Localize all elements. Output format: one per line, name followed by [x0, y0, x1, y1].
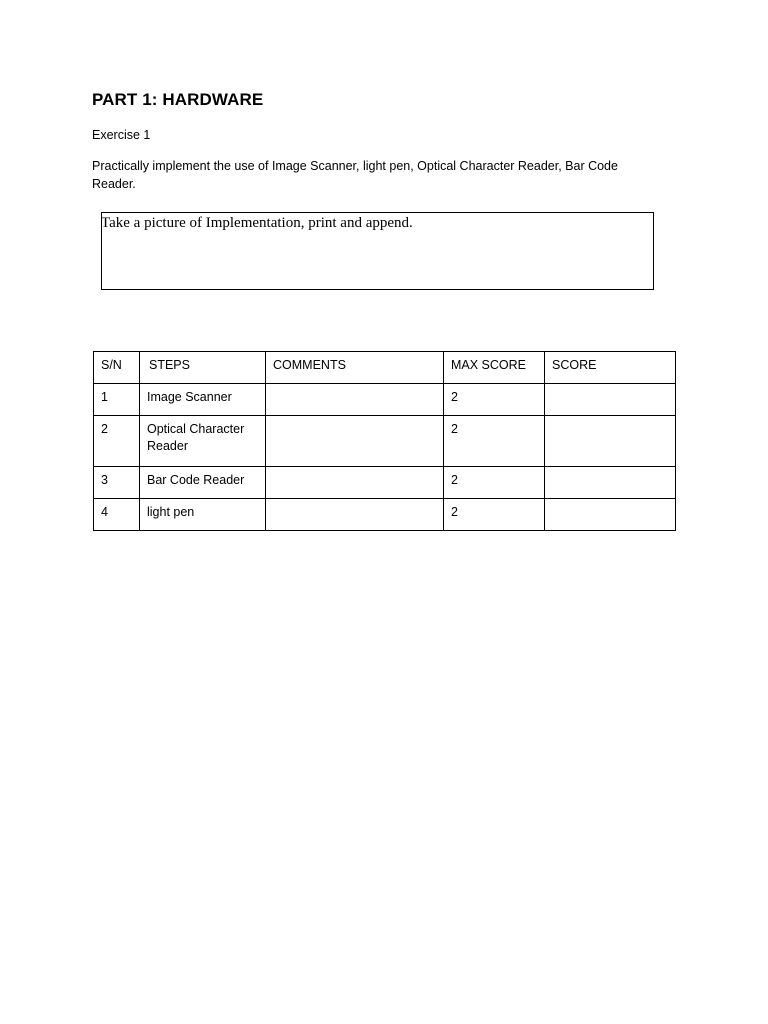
cell-comments [266, 467, 444, 499]
cell-steps: Optical Character Reader [140, 416, 266, 467]
exercise-label: Exercise 1 [92, 128, 151, 142]
cell-comments [266, 499, 444, 531]
page-heading: PART 1: HARDWARE [92, 90, 264, 109]
table-row [94, 467, 676, 499]
cell-steps: Image Scanner [140, 384, 266, 416]
header-comments: COMMENTS [266, 352, 444, 384]
answer-box [101, 212, 654, 290]
cell-max-score: 2 [444, 384, 545, 416]
table-row [94, 416, 676, 467]
cell-sn: 1 [94, 384, 140, 416]
cell-comments [266, 416, 444, 467]
cell-steps: light pen [140, 499, 266, 531]
cell-steps: Bar Code Reader [140, 467, 266, 499]
cell-score [545, 416, 676, 467]
cell-score [545, 499, 676, 531]
header-steps: STEPS [140, 352, 266, 384]
header-score: SCORE [545, 352, 676, 384]
cell-score [545, 384, 676, 416]
score-table [93, 351, 676, 531]
cell-max-score: 2 [444, 499, 545, 531]
cell-score [545, 467, 676, 499]
answer-box-text: Take a picture of Implementation, print and append. [101, 215, 413, 231]
header-max-score: MAX SCORE [444, 352, 545, 384]
table-row [94, 499, 676, 531]
cell-max-score: 2 [444, 416, 545, 467]
exercise-instruction: Practically implement the use of Image Scanner, light pen, Optical Character Reader, Bar Code Reader. [92, 159, 618, 191]
cell-sn: 4 [94, 499, 140, 531]
cell-comments [266, 384, 444, 416]
cell-max-score: 2 [444, 467, 545, 499]
header-sn: S/N [94, 352, 140, 384]
table-row [94, 384, 676, 416]
cell-sn: 3 [94, 467, 140, 499]
table-header-row [94, 352, 676, 384]
cell-sn: 2 [94, 416, 140, 467]
